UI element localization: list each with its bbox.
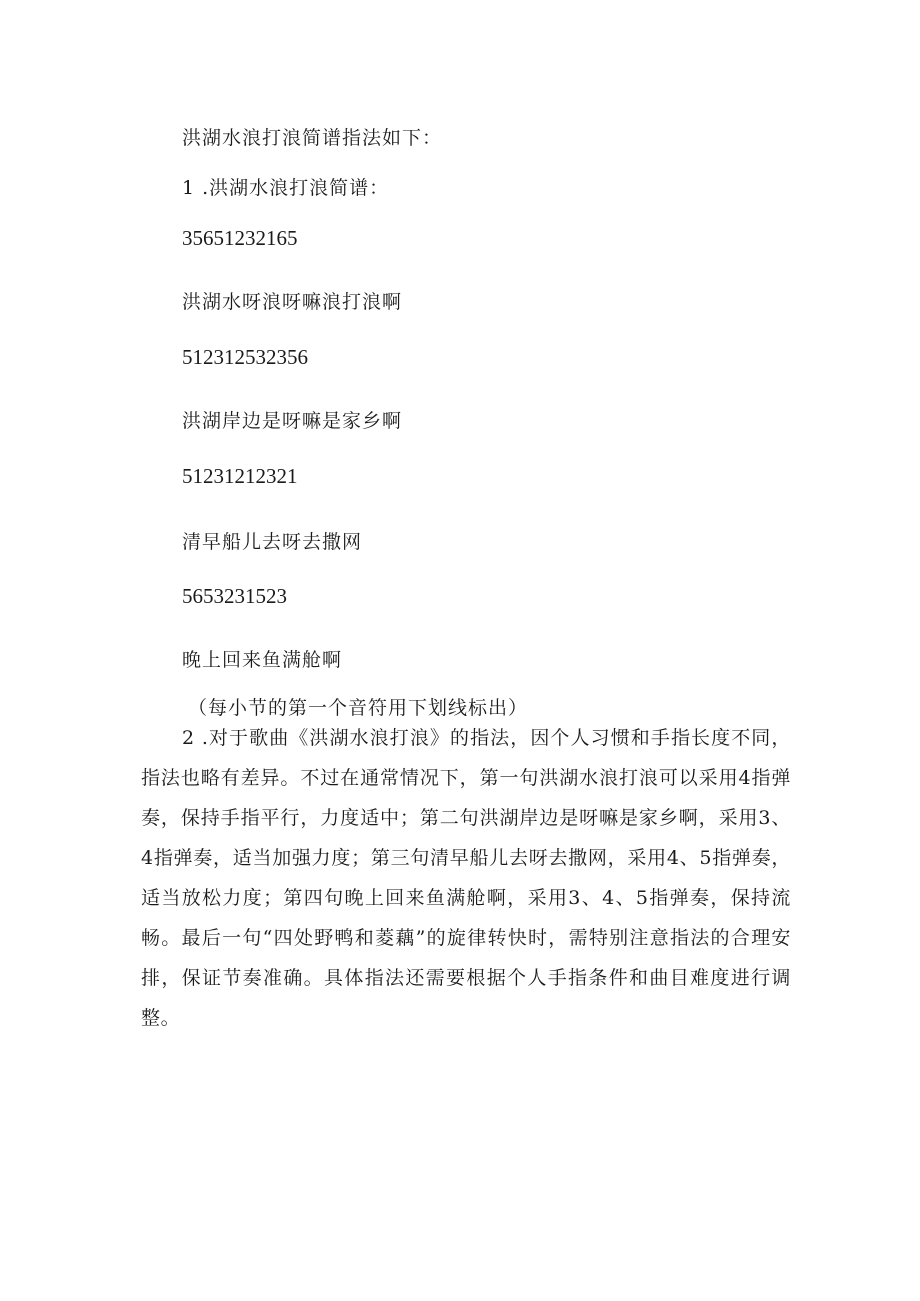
score-lyric-1: 洪湖水呀浪呀嘛浪打浪啊 [182,291,403,313]
score-notes-3: 51231212321 [182,464,298,488]
item1-heading: 1 .洪湖水浪打浪简谱： [182,177,390,199]
score-lyric-2: 洪湖岸边是呀嘛是家乡啊 [182,410,403,432]
fingering-paragraph: 2 .对于歌曲《洪湖水浪打浪》的指法，因个人习惯和手指长度不同，指法也略有差异。不过在通常情况下，第一句洪湖水浪打浪可以采用4指弹奏，保持手指平行，力度适中；第二句洪湖岸边是呀嘛是家乡啊，采用3、4指弹奏，适当加强力度；第三句清早船儿去呀去撒网，采用4、5指弹奏，适当放松力度；第四句晚上回来鱼满舱啊，采用3、4、5指弹奏，保持流畅。最后一句“四处野鸭和菱藕”的旋律转快时，需特别注意指法的合理安排，保证节奏准确。具体指法还需要根据个人手指条件和曲目难度进行调整。 [141,727,791,1029]
score-notes-1: 35651232165 [182,226,298,250]
underline-note: （每小节的第一个音符用下划线标出） [188,697,529,719]
score-notes-2: 512312532356 [182,345,308,369]
score-notes-4: 5653231523 [182,584,287,608]
score-lyric-3: 清早船儿去呀去撒网 [182,531,363,553]
intro-line: 洪湖水浪打浪简谱指法如下： [182,127,443,149]
score-lyric-4: 晚上回来鱼满舱啊 [182,649,343,671]
